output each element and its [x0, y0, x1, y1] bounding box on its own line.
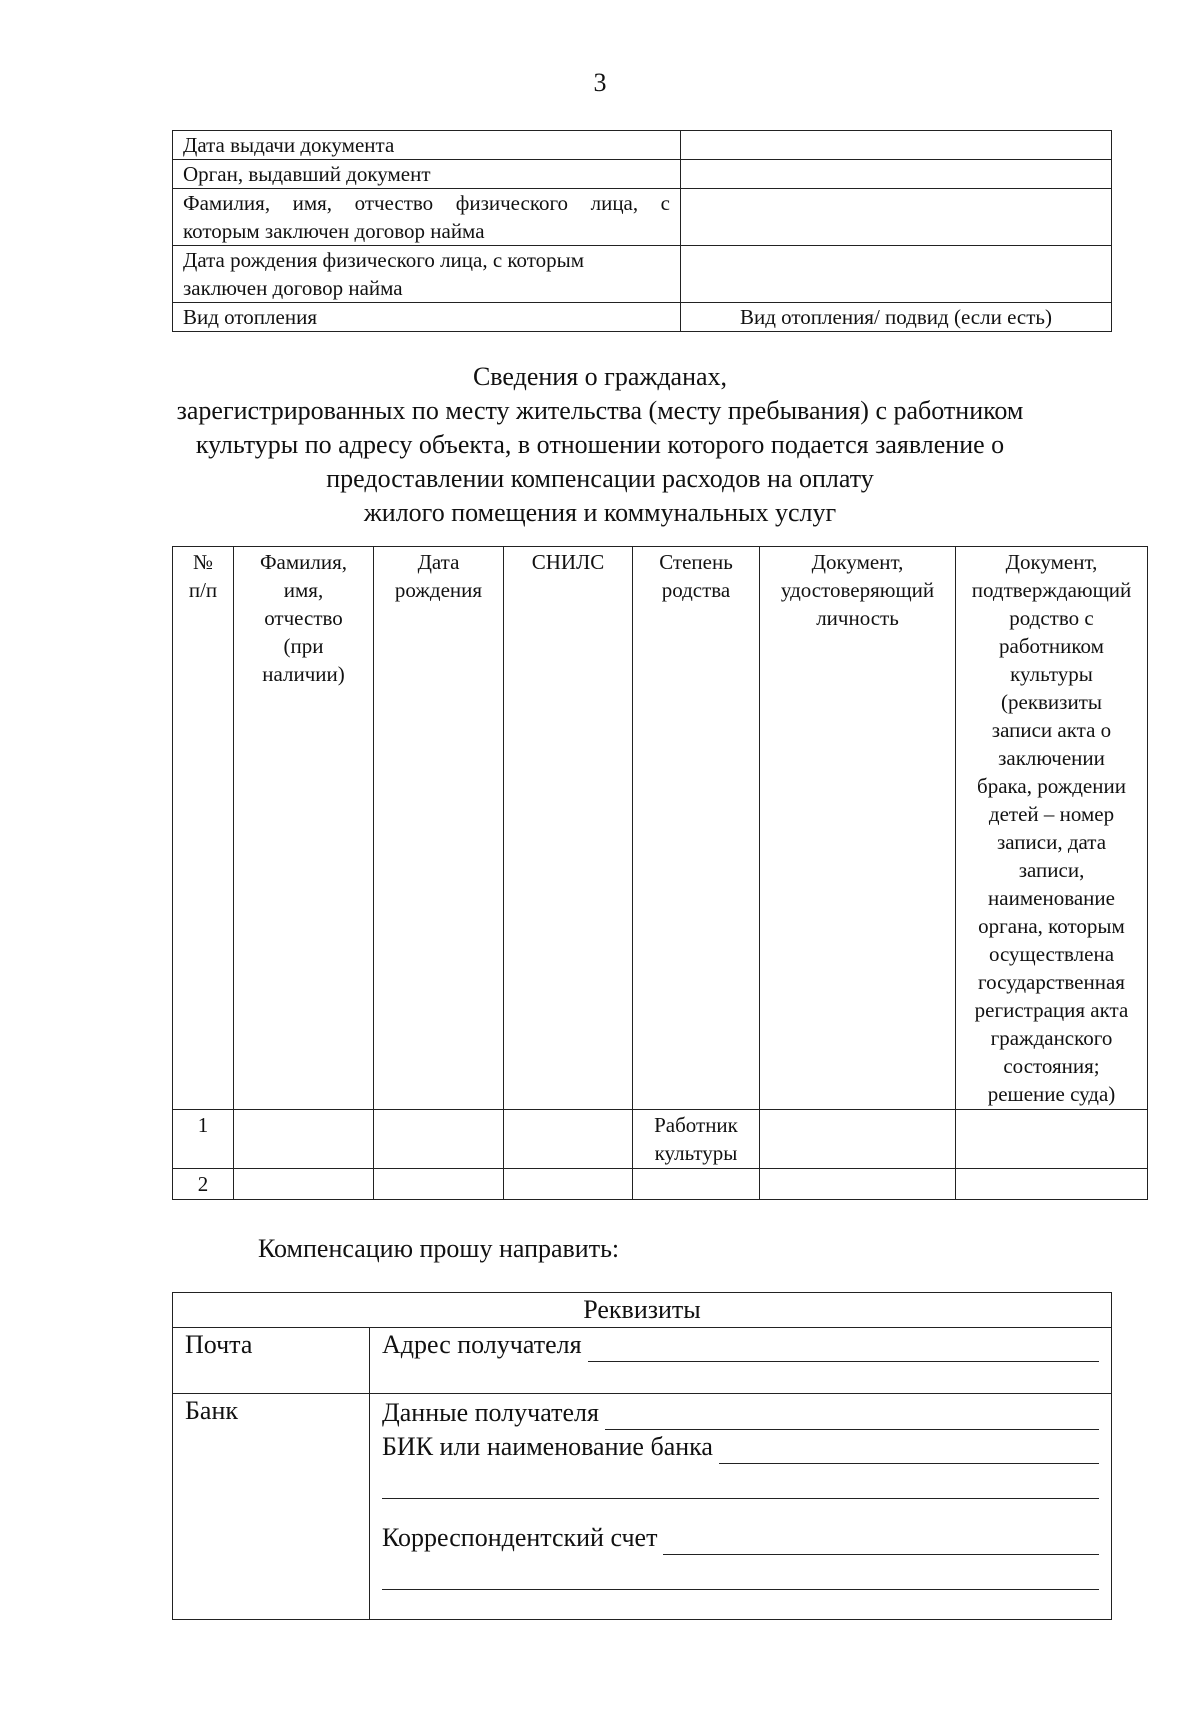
document-details-table	[172, 130, 1112, 332]
col-header-id-document: Документ, удостоверяющий личность	[760, 547, 956, 1110]
issue-date-value[interactable]	[681, 131, 1112, 160]
col-header-fio: Фамилия, имя, отчество (при наличии)	[234, 547, 374, 1110]
col-header-kinship: Степень родства	[633, 547, 760, 1110]
table-row	[173, 303, 1112, 332]
snils-cell[interactable]	[504, 1169, 633, 1200]
table-header-row	[173, 547, 1148, 1110]
bank-bik-field[interactable]	[382, 1430, 1099, 1464]
tenant-birthdate-label-line2: заключен договор найма	[183, 276, 403, 300]
recipient-address-field[interactable]	[382, 1328, 1099, 1362]
tenant-birthdate-label-line1: Дата рождения физического лица, с которым	[183, 248, 585, 272]
bank-label: Банк	[173, 1394, 370, 1620]
issuing-authority-label: Орган, выдавший документ	[173, 160, 681, 189]
kinship-cell: Работник культуры	[633, 1110, 760, 1169]
citizens-table	[172, 546, 1148, 1200]
table-row	[173, 1110, 1148, 1169]
col-header-kinship-document: Документ, подтверждающий родство с работником культуры (реквизиты записи акта о заключении брака, рождении детей – номер записи, дата записи, наименование органа, которым осуществлена государственная регистрация акта гражданского состояния; решение суда)	[956, 547, 1148, 1110]
recipient-address-label: Адрес получателя	[382, 1330, 582, 1359]
table-row	[173, 1169, 1148, 1200]
compensation-label: Компенсацию прошу направить:	[258, 1234, 620, 1263]
col-header-birthdate: Дата рождения	[374, 547, 504, 1110]
heading-line: культуры по адресу объекта, в отношении которого подается заявление о	[195, 430, 1005, 459]
bank-recipient-label: Данные получателя	[382, 1398, 599, 1427]
corr-account-line[interactable]	[663, 1528, 1099, 1555]
page-number: 3	[593, 68, 607, 97]
issuing-authority-value[interactable]	[681, 160, 1112, 189]
issue-date-label: Дата выдачи документа	[173, 131, 681, 160]
kinship-document-cell[interactable]	[956, 1110, 1148, 1169]
post-row	[173, 1328, 1112, 1394]
corr-account-continuation-line[interactable]	[382, 1555, 1099, 1590]
corr-account-field[interactable]	[382, 1521, 1099, 1555]
heating-type-label: Вид отопления	[173, 303, 681, 332]
tenant-birthdate-label	[173, 246, 681, 303]
bank-bik-line[interactable]	[719, 1437, 1099, 1464]
bank-bik-continuation-line[interactable]	[382, 1464, 1099, 1499]
heating-type-value: Вид отопления/ подвид (если есть)	[681, 303, 1112, 332]
table-header-row	[173, 1293, 1112, 1328]
fio-cell[interactable]	[234, 1110, 374, 1169]
id-document-cell[interactable]	[760, 1110, 956, 1169]
corr-account-label: Корреспондентский счет	[382, 1523, 658, 1552]
tenant-birthdate-value[interactable]	[681, 246, 1112, 303]
heading-line: жилого помещения и коммунальных услуг	[363, 498, 837, 527]
table-row	[173, 160, 1112, 189]
table-row	[173, 131, 1112, 160]
table-row	[173, 246, 1112, 303]
birthdate-cell[interactable]	[374, 1110, 504, 1169]
requisites-table	[172, 1292, 1112, 1620]
tenant-name-value[interactable]	[681, 189, 1112, 246]
post-details	[370, 1328, 1112, 1394]
requisites-title: Реквизиты	[173, 1293, 1112, 1328]
kinship-document-cell[interactable]	[956, 1169, 1148, 1200]
section-heading	[150, 360, 1050, 530]
heading-line: предоставлении компенсации расходов на оплату	[326, 464, 874, 493]
col-header-snils: СНИЛС	[504, 547, 633, 1110]
heading-line: Сведения о гражданах,	[472, 362, 728, 391]
id-document-cell[interactable]	[760, 1169, 956, 1200]
snils-cell[interactable]	[504, 1110, 633, 1169]
col-header-num: № п/п	[173, 547, 234, 1110]
heading-line: зарегистрированных по месту жительства (месту пребывания) с работником	[176, 396, 1024, 425]
tenant-name-label-line1: Фамилия, имя, отчество физического лица, с	[183, 191, 670, 215]
tenant-name-label	[173, 189, 681, 246]
table-row	[173, 189, 1112, 246]
bank-recipient-line[interactable]	[605, 1403, 1099, 1430]
bank-recipient-field[interactable]	[382, 1396, 1099, 1430]
row-number: 2	[173, 1169, 234, 1200]
birthdate-cell[interactable]	[374, 1169, 504, 1200]
tenant-name-label-line2: которым заключен договор найма	[183, 219, 485, 243]
bank-bik-label: БИК или наименование банка	[382, 1432, 713, 1461]
bank-details	[370, 1394, 1112, 1620]
recipient-address-line[interactable]	[588, 1335, 1099, 1362]
kinship-cell[interactable]	[633, 1169, 760, 1200]
post-label: Почта	[173, 1328, 370, 1394]
bank-row	[173, 1394, 1112, 1620]
fio-cell[interactable]	[234, 1169, 374, 1200]
row-number: 1	[173, 1110, 234, 1169]
